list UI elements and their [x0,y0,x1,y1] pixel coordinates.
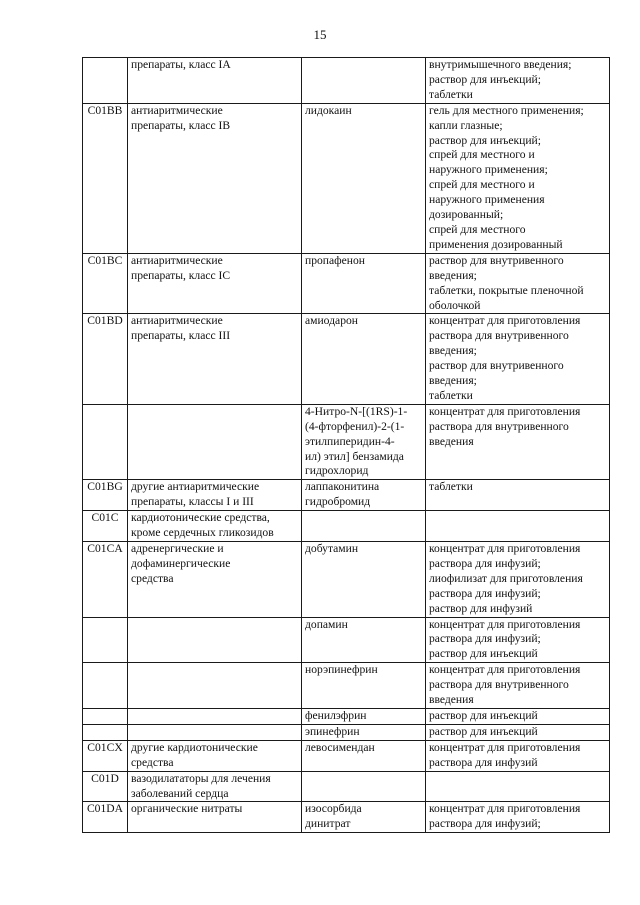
drug-name-cell: лаппаконитина гидробромид [302,480,426,511]
group-cell: адренергические и дофаминергические средства [128,542,302,618]
table-row [83,404,610,480]
group-cell: антиаритмические препараты, класс III [128,314,302,404]
drug-name-cell [302,511,426,542]
drug-name-cell: лидокаин [302,103,426,253]
dosage-form-cell: концентрат для приготовления раствора для инфузий [426,740,610,771]
dosage-form-cell: таблетки [426,480,610,511]
table-row [83,771,610,802]
group-cell: вазодилататоры для лечения заболеваний сердца [128,771,302,802]
atc-code-cell [83,404,128,480]
table-row [83,663,610,709]
table-row [83,708,610,724]
table-row [83,802,610,833]
dosage-form-cell [426,511,610,542]
drug-name-cell [302,58,426,104]
atc-code-cell: C01BG [83,480,128,511]
group-cell [128,708,302,724]
group-cell: органические нитраты [128,802,302,833]
dosage-form-cell: раствор для внутривенного введения; таблетки, покрытые пленочной оболочкой [426,253,610,314]
group-cell: антиаритмические препараты, класс IC [128,253,302,314]
dosage-form-cell: концентрат для приготовления раствора для внутривенного введения [426,404,610,480]
drug-name-cell: изосорбида динитрат [302,802,426,833]
atc-code-cell: C01CX [83,740,128,771]
group-cell: препараты, класс IA [128,58,302,104]
drug-name-cell: 4-Нитро-N-[(1RS)-1- (4-фторфенил)-2-(1- этилпиперидин-4- ил) этил] бензамида гидрохлорид [302,404,426,480]
table-row [83,542,610,618]
dosage-form-cell: раствор для инъекций [426,724,610,740]
table-row [83,617,610,663]
drug-name-cell: эпинефрин [302,724,426,740]
page-number: 15 [313,27,327,42]
atc-code-cell: C01D [83,771,128,802]
atc-code-cell [83,724,128,740]
dosage-form-cell: гель для местного применения; капли глазные; раствор для инъекций; спрей для местного и наружного применения; спрей для местного и наружного применения дозированный; спрей для местного применения дозированный [426,103,610,253]
dosage-form-cell: внутримышечного введения; раствор для инъекций; таблетки [426,58,610,104]
atc-code-cell: C01BD [83,314,128,404]
atc-code-cell: C01BB [83,103,128,253]
drug-name-cell: допамин [302,617,426,663]
table-row [83,511,610,542]
dosage-form-cell: раствор для инъекций [426,708,610,724]
group-cell [128,724,302,740]
table-row [83,103,610,253]
table-row [83,740,610,771]
group-cell: другие антиаритмические препараты, классы I и III [128,480,302,511]
dosage-form-cell: концентрат для приготовления раствора для инфузий; раствор для инъекций [426,617,610,663]
group-cell: другие кардиотонические средства [128,740,302,771]
atc-code-cell [83,663,128,709]
atc-code-cell: C01BC [83,253,128,314]
drug-name-cell: добутамин [302,542,426,618]
table-row [83,724,610,740]
table-row [83,253,610,314]
drug-name-cell: норэпинефрин [302,663,426,709]
group-cell [128,663,302,709]
table-row [83,314,610,404]
atc-code-cell: C01CA [83,542,128,618]
atc-code-cell: C01DA [83,802,128,833]
dosage-form-cell: концентрат для приготовления раствора для инфузий; [426,802,610,833]
group-cell: антиаритмические препараты, класс IB [128,103,302,253]
dosage-form-cell: концентрат для приготовления раствора для внутривенного введения; раствор для внутривенного введения; таблетки [426,314,610,404]
atc-code-cell [83,708,128,724]
table-row [83,480,610,511]
atc-code-cell [83,58,128,104]
atc-code-cell [83,617,128,663]
drug-name-cell [302,771,426,802]
dosage-form-cell: концентрат для приготовления раствора для инфузий; лиофилизат для приготовления раствора для инфузий; раствор для инфузий [426,542,610,618]
table-row [83,58,610,104]
group-cell [128,617,302,663]
group-cell [128,404,302,480]
drug-name-cell: левосимендан [302,740,426,771]
drug-name-cell: пропафенон [302,253,426,314]
dosage-form-cell: концентрат для приготовления раствора для внутривенного введения [426,663,610,709]
drug-name-cell: амиодарон [302,314,426,404]
drug-table [82,57,610,833]
drug-name-cell: фенилэфрин [302,708,426,724]
group-cell: кардиотонические средства, кроме сердечных гликозидов [128,511,302,542]
dosage-form-cell [426,771,610,802]
atc-code-cell: C01C [83,511,128,542]
